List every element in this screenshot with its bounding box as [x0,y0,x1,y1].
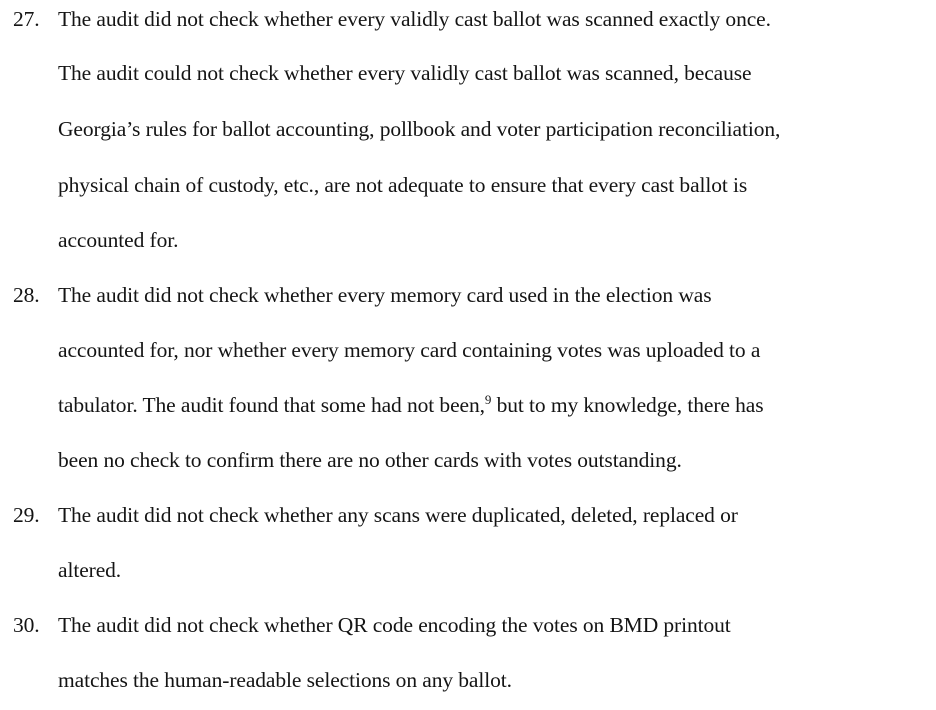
paragraph-line: The audit did not check whether QR code encoding the votes on BMD printout [58,613,731,637]
footnote-reference[interactable]: 9 [484,392,492,407]
paragraph-line: accounted for. [58,228,179,252]
paragraph-line-end: but to my knowledge, there has [491,393,764,417]
paragraph-line: The audit did not check whether any scans were duplicated, deleted, replaced or [58,503,738,527]
paragraph-line: The audit could not check whether every validly cast ballot was scanned, because [58,61,752,85]
paragraph-line: Georgia’s rules for ballot accounting, pollbook and voter participation reconciliation, [58,117,781,141]
paragraph-line: physical chain of custody, etc., are not adequate to ensure that every cast ballot is [58,173,748,197]
paragraph-line: The audit did not check whether every memory card used in the election was [58,283,712,307]
paragraph-number: 30. [13,613,40,637]
paragraph-number: 29. [13,503,40,527]
paragraph-line: matches the human-readable selections on any ballot. [58,668,512,692]
paragraph-number: 27. [13,7,40,31]
paragraph-line-start: tabulator. The audit found that some had not been, [58,393,485,417]
paragraph-line: The audit did not check whether every validly cast ballot was scanned exactly once. [58,7,771,31]
paragraph-line-with-footnote [58,392,763,418]
paragraph-line: altered. [58,558,122,582]
paragraph-number: 28. [13,283,40,307]
paragraph-line: accounted for, nor whether every memory card containing votes was uploaded to a [58,338,761,362]
paragraph-line: been no check to confirm there are no other cards with votes outstanding. [58,448,682,472]
